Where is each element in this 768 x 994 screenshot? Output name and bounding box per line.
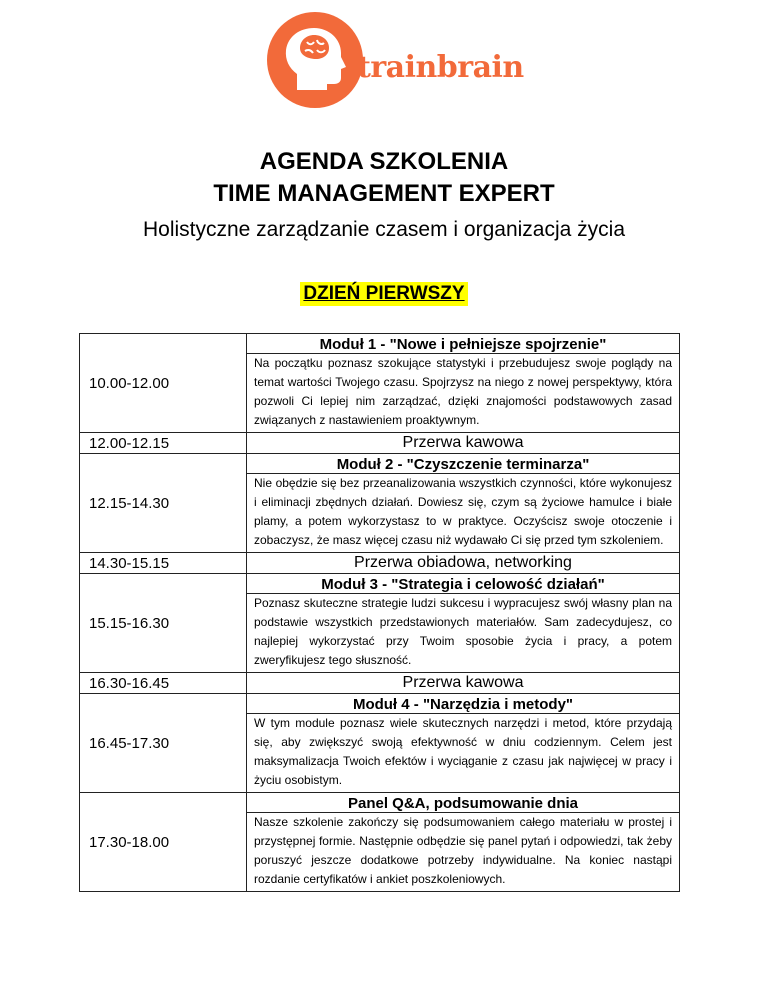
module-cell bbox=[247, 574, 680, 673]
module-title: Moduł 1 - "Nowe i pełniejsze spojrzenie" bbox=[319, 336, 607, 353]
time-cell: 15.15-16.30 bbox=[80, 574, 247, 673]
time-cell: 17.30-18.00 bbox=[80, 793, 247, 892]
break-cell bbox=[247, 553, 680, 574]
table-row bbox=[80, 673, 680, 694]
module-cell bbox=[247, 454, 680, 553]
table-row bbox=[80, 454, 680, 553]
module-description: Poznasz skuteczne strategie ludzi sukcesu i wypracujesz swój własny plan na podstawie wszystkich przedstawionych materiałów. Sam zadecydujesz, co najlepiej wykorzystać przy Twoim sposobie życia i pracy, a potem zweryfikujesz tego słuszność. bbox=[247, 593, 679, 672]
table-row bbox=[80, 433, 680, 454]
time-cell: 16.30-16.45 bbox=[80, 673, 247, 694]
table-row bbox=[80, 334, 680, 433]
time-cell: 12.00-12.15 bbox=[80, 433, 247, 454]
module-description: W tym module poznasz wiele skutecznych narzędzi i metod, które przydają się, aby zwiększyć swoją efektywność w dniu codziennym. Celem jest maksymalizacja Twoich efektów i wyciąganie z czasu jak najwięcej w pracy i życiu osobistym. bbox=[247, 713, 679, 792]
module-title: Moduł 4 - "Narzędzia i metody" bbox=[352, 696, 574, 713]
module-cell bbox=[247, 334, 680, 433]
time-cell: 14.30-15.15 bbox=[80, 553, 247, 574]
module-description: Na początku poznasz szokujące statystyki i przebudujesz swoje poglądy na temat wartości Twojego czasu. Spojrzysz na niego z nowej perspektywy, która pozwoli Ci lepiej nim zarządzać, dzięki znajomości podstawowych zasad związanych z nastawieniem proaktywnym. bbox=[247, 353, 679, 432]
module-title: Moduł 2 - "Czyszczenie terminarza" bbox=[336, 456, 590, 473]
day-label: DZIEŃ PIERWSZY bbox=[300, 282, 467, 306]
page-title-line1: AGENDA SZKOLENIA bbox=[259, 148, 509, 175]
module-title: Moduł 3 - "Strategia i celowość działań" bbox=[321, 576, 605, 593]
break-label: Przerwa kawowa bbox=[402, 674, 524, 691]
table-row bbox=[80, 793, 680, 892]
break-cell bbox=[247, 433, 680, 454]
logo bbox=[267, 12, 524, 122]
module-description: Nie obędzie się bez przeanalizowania wszystkich czynności, które wykonujesz i eliminacji zbędnych działań. Dowiesz się, czym są życiowe hamulce i białe plamy, a potem wykorzystasz to w praktyce. Oczyścisz swoje otoczenie i zobaczysz, że masz więcej czasu niż wydawało Ci się przed tym szkoleniem. bbox=[247, 473, 679, 552]
module-cell bbox=[247, 694, 680, 793]
logo-text: trainbrain bbox=[357, 50, 524, 85]
page-title-line2: TIME MANAGEMENT EXPERT bbox=[213, 180, 555, 207]
table-row bbox=[80, 574, 680, 673]
time-cell: 10.00-12.00 bbox=[80, 334, 247, 433]
time-cell: 12.15-14.30 bbox=[80, 454, 247, 553]
table-row bbox=[80, 553, 680, 574]
page-subtitle: Holistyczne zarządzanie czasem i organizacja życia bbox=[142, 218, 626, 241]
logo-circle bbox=[267, 12, 363, 108]
break-label: Przerwa obiadowa, networking bbox=[354, 554, 572, 571]
head-brain-icon bbox=[267, 12, 363, 108]
break-label: Przerwa kawowa bbox=[402, 434, 524, 451]
module-title: Panel Q&A, podsumowanie dnia bbox=[347, 795, 579, 812]
day-heading bbox=[0, 282, 768, 306]
time-cell: 16.45-17.30 bbox=[80, 694, 247, 793]
module-cell bbox=[247, 793, 680, 892]
table-row bbox=[80, 694, 680, 793]
agenda-table bbox=[79, 333, 680, 892]
module-description: Nasze szkolenie zakończy się podsumowaniem całego materiału w prostej i przystępnej formie. Następnie odbędzie się panel pytań i odpowiedzi, tak żeby poruszyć jeszcze dodatkowe potrzeby indywidualne. Na koniec nastąpi rozdanie certyfikatów i ankiet poszkoleniowych. bbox=[247, 812, 679, 891]
break-cell bbox=[247, 673, 680, 694]
